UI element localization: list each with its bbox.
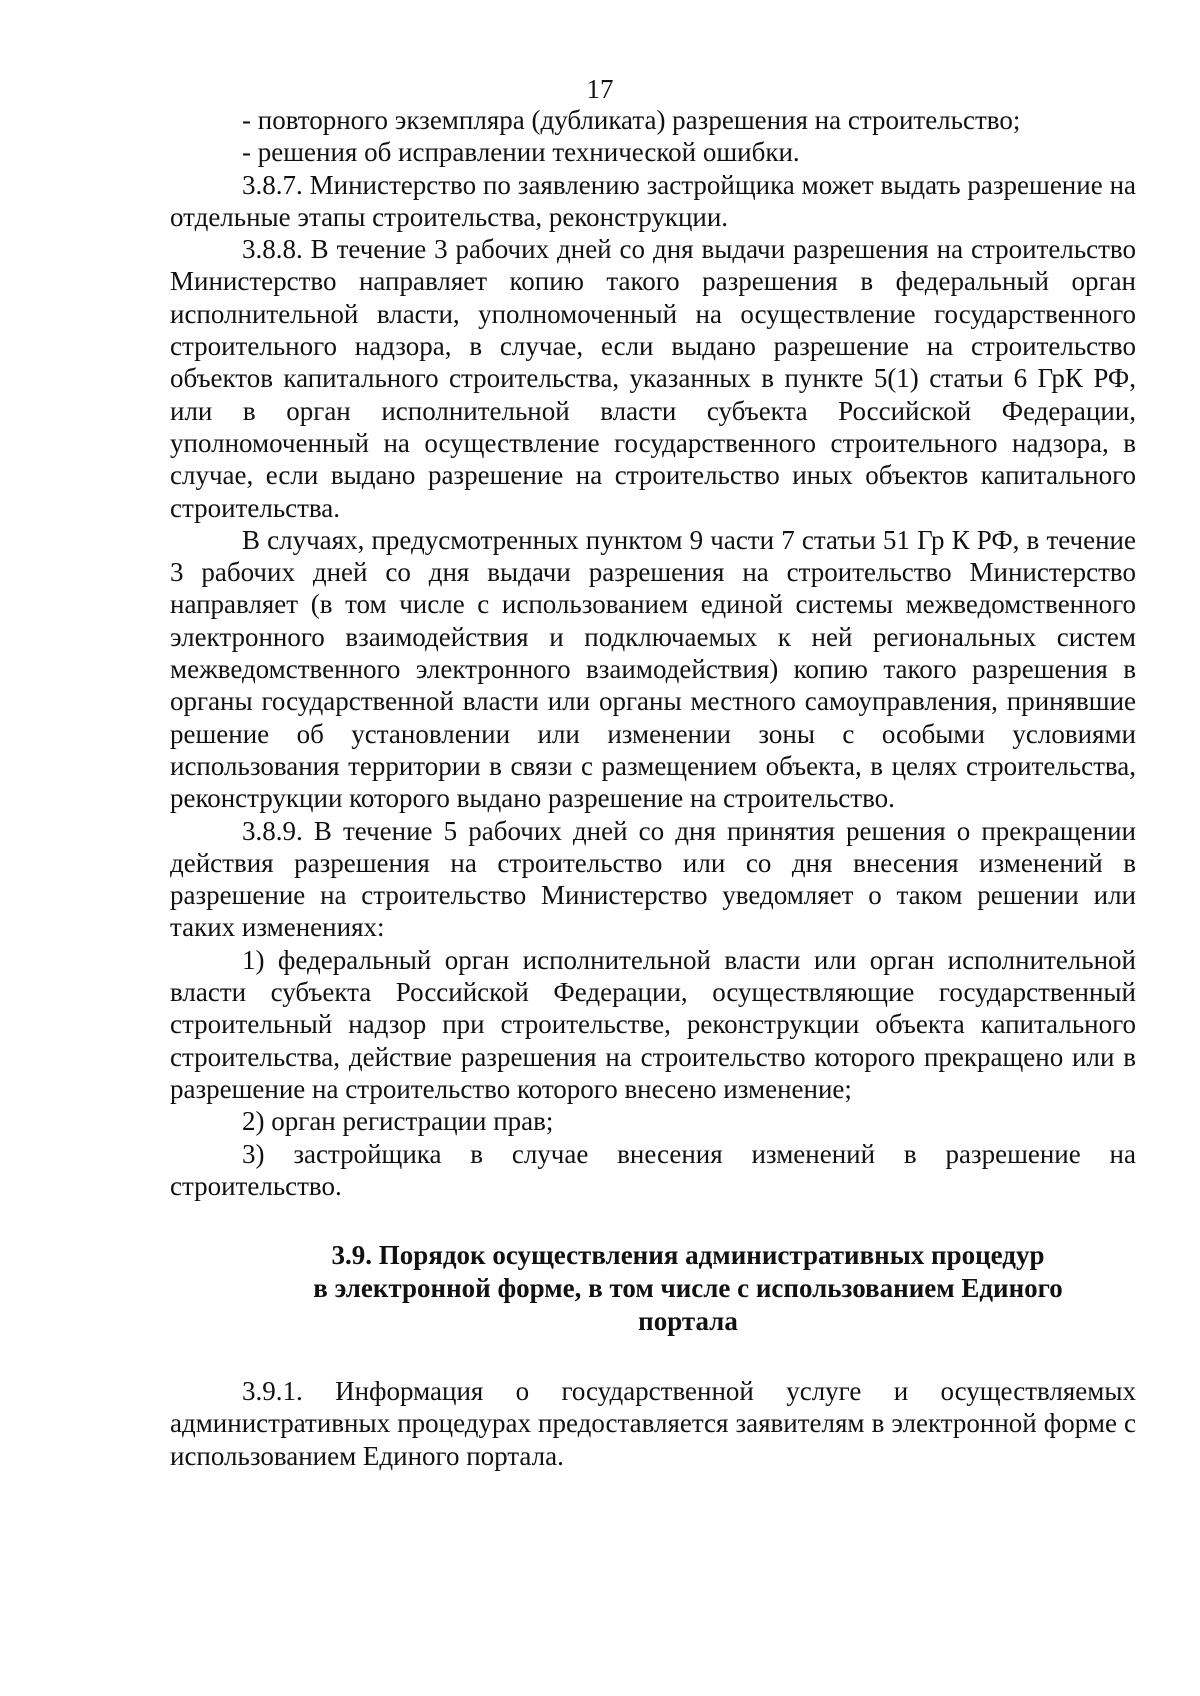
paragraph-duplicate-permit: - повторного экземпляра (дубликата) разрешения на строительство; <box>242 105 1021 135</box>
paragraph-cases-clause-9: В случаях, предусмотренных пунктом 9 части 7 статьи 51 Гр К РФ, в течение 3 рабочих дней со дня выдачи разрешения на строительство Министерство направляет (в том числе с использованием единой системы межведомственного электронного взаимодействия и подключаемых к ней региональных систем межведомственного электронного взаимодействия) копию такого разрешения в органы государственной власти или органы местного самоуправления, принявшие решение об установлении или изменении зоны с особыми условиями использования территории в связи с размещением объекта, в целях строительства, реконструкции которого выдано разрешение на строительство. <box>170 524 1136 814</box>
paragraph-3-8-8: 3.8.8. В течение 3 рабочих дней со дня выдачи разрешения на строительство Министерство направляет копию такого разрешения в федеральный орган исполнительной власти, уполномоченный на осуществление государственного строительного надзора, в случае, если выдано разрешение на строительство объектов капитального строительства, указанных в пункте 5(1) статьи 6 ГрК РФ, или в орган исполнительной власти субъекта Российской Федерации, уполномоченный на осуществление государственного строительного надзора, в случае, если выдано разрешение на строительство иных объектов капитального строительства. <box>170 234 1136 523</box>
list-item-1: 1) федеральный орган исполнительной власти или орган исполнительной власти субъекта Российской Федерации, осуществляющие государственный строительный надзор при строительстве, реконструкции объекта капитального строительства, действие разрешения на строительство которого прекращено или в разрешение на строительство которого внесено изменение; <box>170 944 1136 1104</box>
list-item-2: 2) орган регистрации прав; <box>242 1106 554 1137</box>
paragraph-technical-error: - решения об исправлении технической ошибки. <box>242 137 800 168</box>
document-body <box>170 104 1136 1472</box>
heading-line: 3.9. Порядок осуществления административных процедур <box>331 1240 1045 1271</box>
page-number: 17 <box>586 74 614 104</box>
paragraph-3-8-9: 3.8.9. В течение 5 рабочих дней со дня принятия решения о прекращении действия разрешения на строительство или со дня внесения изменений в разрешение на строительство Министерство уведомляет о таком решении или таких изменениях: <box>170 815 1136 943</box>
paragraph-3-8-7: 3.8.7. Министерство по заявлению застройщика может выдать разрешение на отдельные этапы строительства, реконструкции. <box>170 169 1136 232</box>
section-heading-3-9 <box>170 1239 1136 1338</box>
list-item-3: 3) застройщика в случае внесения изменений в разрешение на строительство. <box>170 1138 1136 1201</box>
paragraph-3-9-1: 3.9.1. Информация о государственной услуге и осуществляемых административных процедурах предоставляется заявителям в электронной форме с использованием Единого портала. <box>170 1376 1136 1471</box>
heading-line: портала <box>638 1306 738 1337</box>
heading-line: в электронной форме, в том числе с использованием Единого <box>313 1273 1063 1304</box>
